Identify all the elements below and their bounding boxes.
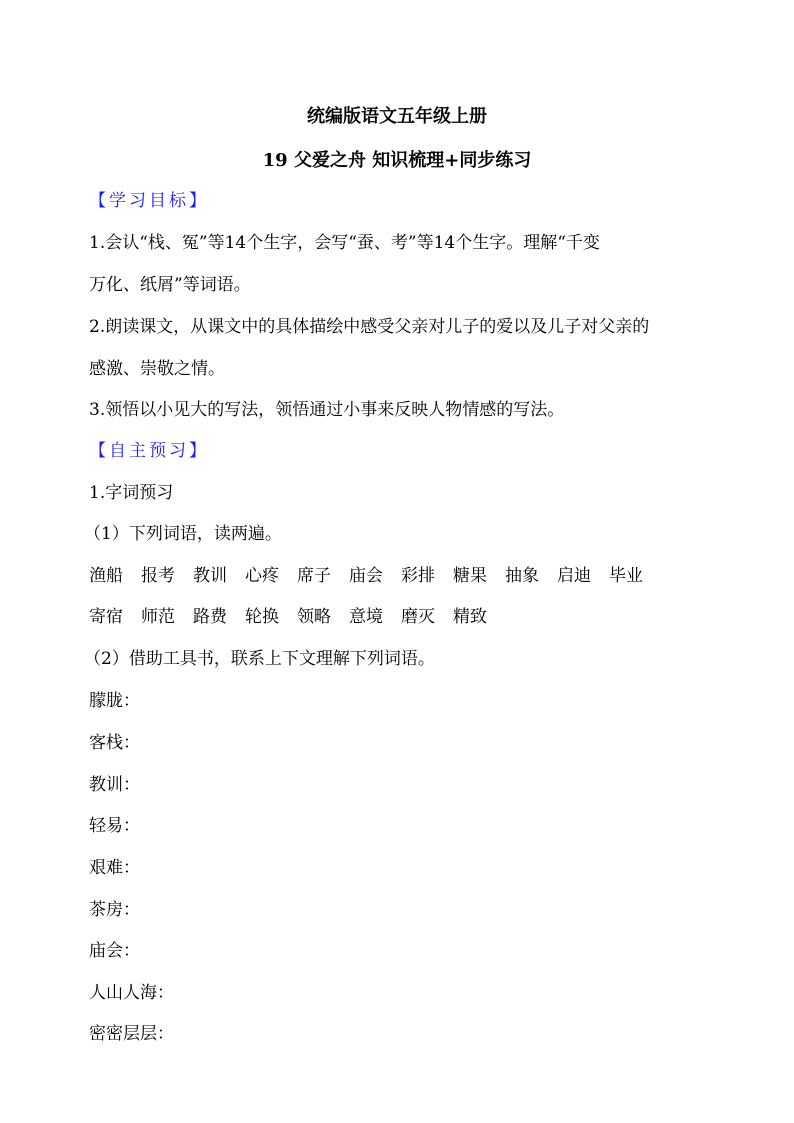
vocab-item: 客栈：: [89, 733, 140, 753]
vocab-item: 艰难：: [89, 858, 140, 878]
goal-line: 感激、崇敬之情。: [89, 359, 225, 379]
word-item: 心疼: [245, 566, 279, 586]
word-item: 毕业: [609, 566, 643, 586]
word-item: 磨灭: [401, 607, 435, 627]
goal-line: 2.朗读课文，从课文中的具体描绘中感受父亲对儿子的爱以及儿子对父亲的: [89, 317, 650, 337]
word-item: 精致: [453, 607, 487, 627]
word-item: 报考: [141, 566, 175, 586]
task-read-words: （1）下列词语，读两遍。: [84, 524, 282, 544]
word-item: 彩排: [401, 566, 435, 586]
document-subtitle: 19 父爱之舟 知识梳理+同步练习: [262, 150, 532, 171]
word-item: 席子: [297, 566, 331, 586]
document-title: 统编版语文五年级上册: [307, 106, 487, 127]
vocab-item: 轻易：: [89, 816, 140, 836]
word-item: 糖果: [453, 566, 487, 586]
word-list-row-1: [89, 564, 661, 588]
preview-heading: 1.字词预习: [89, 483, 174, 503]
task-explain-words: （2）借助工具书，联系上下文理解下列词语。: [84, 649, 435, 669]
word-item: 庙会: [349, 566, 383, 586]
word-item: 寄宿: [89, 607, 123, 627]
word-item: 领略: [297, 607, 331, 627]
goal-line: 3.领悟以小见大的写法，领悟通过小事来反映人物情感的写法。: [89, 400, 565, 420]
word-item: 启迪: [557, 566, 591, 586]
word-item: 路费: [193, 607, 227, 627]
vocab-item: 庙会：: [89, 941, 140, 961]
word-item: 抽象: [505, 566, 539, 586]
vocab-item: 人山人海：: [89, 983, 174, 1003]
word-item: 教训: [193, 566, 227, 586]
word-item: 意境: [349, 607, 383, 627]
section-learning-goals: 【学习目标】: [89, 191, 209, 211]
section-self-preview: 【自主预习】: [89, 441, 209, 461]
vocab-item: 教训：: [89, 775, 140, 795]
word-item: 师范: [141, 607, 175, 627]
goal-line: 1.会认“栈、冤”等14个生字，会写“蚕、考”等14个生字。理解“千变: [89, 233, 600, 253]
vocab-item: 朦胧：: [89, 691, 140, 711]
vocab-item: 茶房：: [89, 900, 140, 920]
vocab-item: 密密层层：: [89, 1024, 174, 1044]
goal-line: 万化、纸屑”等词语。: [89, 275, 251, 295]
word-list-row-2: [89, 605, 505, 629]
word-item: 渔船: [89, 566, 123, 586]
word-item: 轮换: [245, 607, 279, 627]
